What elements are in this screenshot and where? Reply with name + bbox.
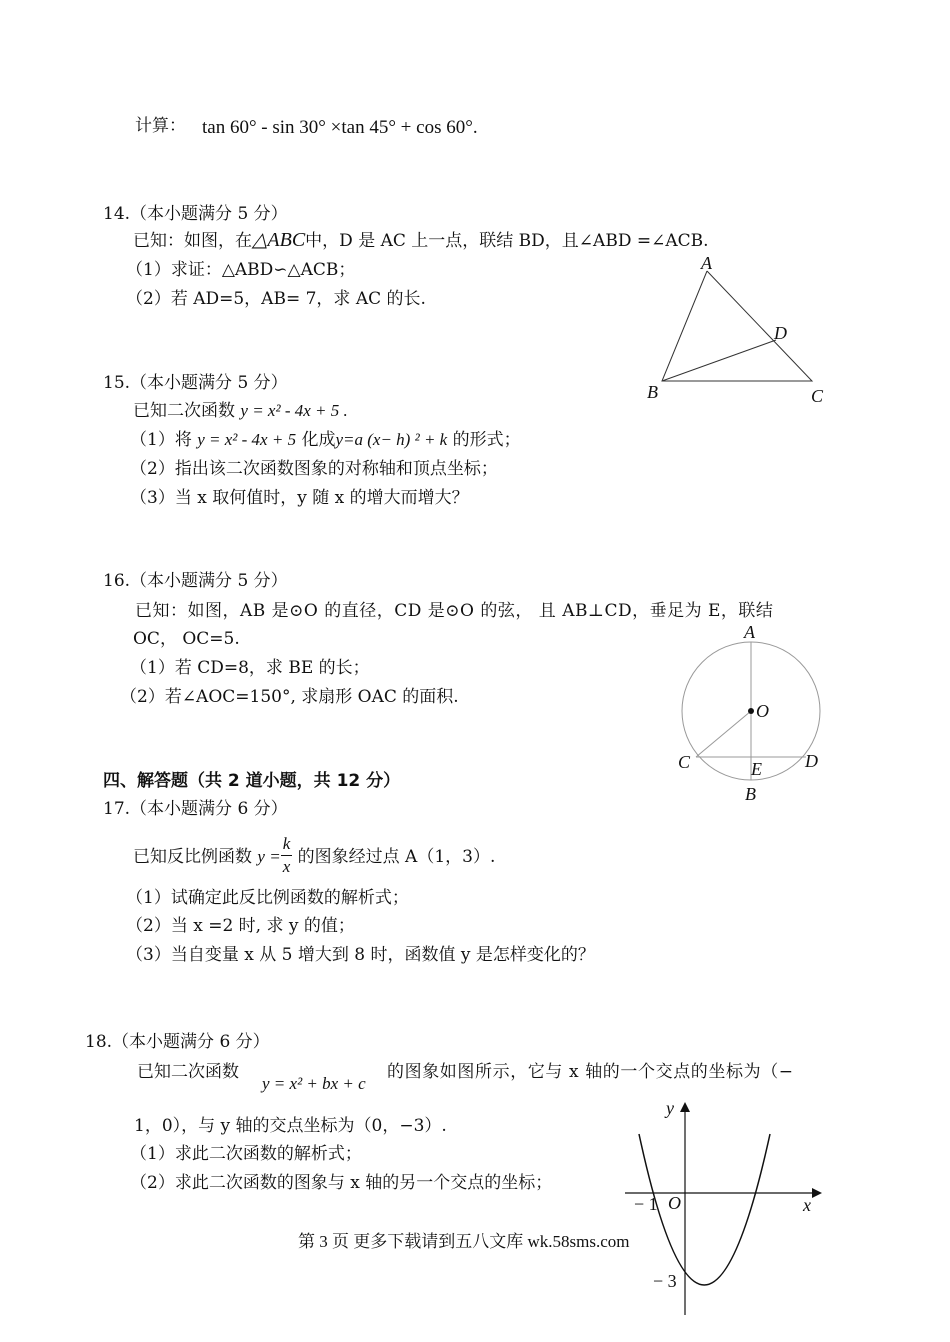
q16-label-A: A xyxy=(744,622,755,642)
q16-label-D: D xyxy=(805,751,818,771)
q18-stem-line2: 1，0），与 y 轴的交点坐标为（0，−3）. xyxy=(134,1116,447,1136)
q18-stem-prefix: 已知二次函数 xyxy=(137,1062,239,1082)
q14-stem-rest: 中，D 是 AC 上一点，联结 BD，且∠ABD =∠ACB. xyxy=(305,231,709,251)
q15-part1-suffix: 的形式； xyxy=(452,430,521,450)
q15-title: 15.（本小题满分 5 分） xyxy=(103,373,288,393)
q17-stem-suffix: 的图象经过点 A（1，3）. xyxy=(297,847,496,867)
q16-circle-figure xyxy=(665,618,840,808)
q15-part1-mid: 化成 xyxy=(301,430,336,450)
q15-part2: （2）指出该二次函数图象的对称轴和顶点坐标； xyxy=(130,459,498,479)
q16-title: 16.（本小题满分 5 分） xyxy=(103,571,288,591)
q17-part1: （1）试确定此反比例函数的解析式； xyxy=(126,888,409,908)
q18-title: 18.（本小题满分 6 分） xyxy=(85,1032,270,1052)
q18-label-x: x xyxy=(803,1195,811,1215)
q14-part2: （2）若 AD=5，AB= 7，求 AC 的长. xyxy=(126,289,426,309)
section-4-heading: 四、解答题（共 2 道小题，共 12 分） xyxy=(103,771,401,791)
q17-part2: （2）当 x =2 时, 求 y 的值； xyxy=(126,916,355,936)
q15-part1 xyxy=(130,429,521,451)
q16-label-C: C xyxy=(678,752,691,772)
q15-stem xyxy=(133,400,348,422)
q18-part2: （2）求此二次函数的图象与 x 轴的另一个交点的坐标； xyxy=(130,1173,553,1193)
q15-stem-prefix: 已知二次函数 xyxy=(133,401,235,421)
q13-expression: tan 60° - sin 30° ×tan 45° + cos 60°. xyxy=(202,117,478,138)
q18-parabola-figure xyxy=(620,1090,840,1320)
q18-label-O: O xyxy=(668,1193,681,1213)
q14-stem-prefix: 已知：如图，在 xyxy=(133,231,252,251)
q14-triangle: △ABC xyxy=(252,229,306,251)
q18-part1: （1）求此二次函数的解析式； xyxy=(130,1144,362,1164)
page-footer: 第 3 页 更多下载请到五八文库 wk.58sms.com xyxy=(298,1232,630,1251)
q14-label-B: B xyxy=(647,382,658,402)
q16-label-E: E xyxy=(751,759,762,779)
q14-label-D: D xyxy=(774,323,787,343)
q15-part1-form: y=a (x− h) ² + k xyxy=(335,430,448,449)
q17-stem xyxy=(133,832,495,882)
q16-label-B: B xyxy=(745,784,756,804)
q17-function-lhs: y = xyxy=(257,847,281,866)
q15-function: y = x² - 4x + 5 . xyxy=(240,401,348,420)
q15-part1-prefix: （1）将 xyxy=(130,430,192,450)
q16-part1: （1）若 CD=8，求 BE 的长； xyxy=(130,658,370,678)
q17-fraction xyxy=(281,833,293,878)
q14-stem xyxy=(133,229,709,252)
q14-triangle-figure xyxy=(630,250,850,410)
q18-function: y = x² + bx + c xyxy=(262,1074,366,1093)
q17-fraction-denominator: x xyxy=(282,857,291,876)
q16-label-O: O xyxy=(756,701,769,721)
q14-part1: （1）求证：△ABD∽△ACB； xyxy=(126,260,356,280)
q16-part2: （2）若∠AOC=150°, 求扇形 OAC 的面积. xyxy=(120,687,459,707)
q17-stem-prefix: 已知反比例函数 xyxy=(133,847,252,867)
q15-part3: （3）当 x 取何值时，y 随 x 的增大而增大？ xyxy=(130,488,469,508)
q18-label-y: y xyxy=(666,1098,674,1118)
q15-part1-function: y = x² - 4x + 5 xyxy=(197,430,297,449)
q18-label-neg1: − 1 xyxy=(634,1194,658,1214)
q14-label-A: A xyxy=(701,253,712,273)
q13-label: 计算： xyxy=(135,116,186,136)
q14-title: 14.（本小题满分 5 分） xyxy=(103,204,288,224)
q14-label-C: C xyxy=(811,386,824,406)
q18-label-neg3: − 3 xyxy=(653,1271,677,1291)
q16-stem-line2: OC， OC=5. xyxy=(133,629,240,649)
q18-stem-suffix: 的图象如图所示，它与 x 轴的一个交点的坐标为（− xyxy=(387,1062,794,1082)
q16-stem-line1: 已知：如图，AB 是⊙O 的直径，CD 是⊙O 的弦， 且 AB⊥CD，垂足为 E，联结 xyxy=(135,601,774,621)
q17-part3: （3）当自变量 x 从 5 增大到 8 时，函数值 y 是怎样变化的？ xyxy=(126,945,595,965)
q17-fraction-numerator: k xyxy=(281,833,293,856)
q17-title: 17.（本小题满分 6 分） xyxy=(103,799,288,819)
